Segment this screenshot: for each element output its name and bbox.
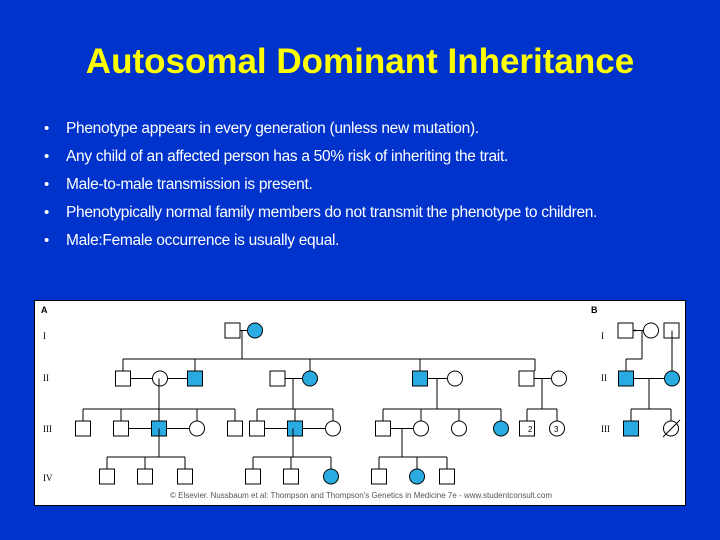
generation-label-iii: III	[43, 424, 52, 434]
pedigree-diagram	[35, 301, 687, 507]
pedigree-figure	[34, 300, 686, 506]
generation-label-b-ii: II	[601, 373, 607, 383]
bullet-marker: •	[44, 232, 50, 249]
bullet-marker: •	[44, 120, 50, 137]
list-item	[40, 174, 690, 195]
bullet-text: Male-to-male transmission is present.	[66, 176, 313, 193]
symbol-number-2: 2	[528, 425, 533, 434]
bullet-text: Male:Female occurrence is usually equal.	[66, 232, 340, 249]
bullet-marker: •	[44, 176, 50, 193]
bullet-marker: •	[44, 148, 50, 165]
bullet-marker: •	[44, 204, 50, 221]
bullet-list	[40, 118, 690, 258]
bullet-text: Phenotype appears in every generation (unless new mutation).	[66, 120, 479, 137]
generation-label-b-i: I	[601, 331, 604, 341]
list-item	[40, 230, 690, 251]
list-item	[40, 202, 690, 223]
symbol-number-3: 3	[554, 425, 559, 434]
panel-b-label: B	[591, 305, 598, 315]
list-item	[40, 146, 690, 167]
figure-credit: © Elsevier. Nussbaum et al: Thompson and Thompson's Genetics in Medicine 7e - www.studentconsult.com	[170, 491, 552, 500]
generation-label-iv: IV	[43, 473, 53, 483]
generation-label-ii: II	[43, 373, 49, 383]
generation-label-b-iii: III	[601, 424, 610, 434]
generation-label-i: I	[43, 331, 46, 341]
list-item	[40, 118, 690, 139]
panel-a-label: A	[41, 305, 48, 315]
bullet-text: Any child of an affected person has a 50% risk of inheriting the trait.	[66, 148, 508, 165]
page-title: Autosomal Dominant Inheritance	[85, 42, 635, 81]
bullet-text: Phenotypically normal family members do not transmit the phenotype to children.	[66, 204, 598, 221]
